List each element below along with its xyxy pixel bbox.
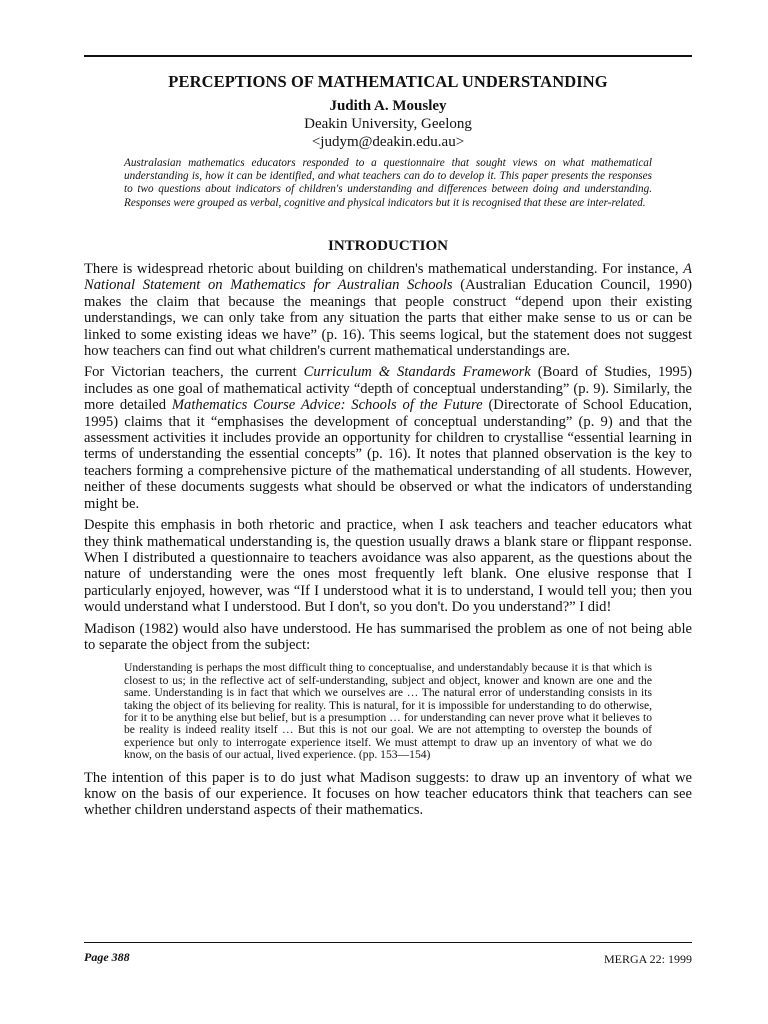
- paragraph-1-citation-title: A National Statement on Mathematics for Australian Schools: [84, 261, 692, 294]
- paragraph-2-citation-title-1: Curriculum & Standards Framework: [303, 364, 531, 381]
- author-name: Judith A. Mousley: [329, 98, 447, 114]
- paragraph-3: Despite this emphasis in both rhetoric and practice, when I ask teachers and teacher educators what they think mathematical understanding is, the question usually draws a blank stare or flippant response. When I distributed a questionnaire to teachers avoidance was also apparent, as the questions about the nature of understanding were the ones most frequently left blank. One elusive response that I particularly enjoyed, however, was “If I understood what it is to understand, I would tell you; then you would understand what I understood. But I don't, so you don't. Do you understand?” I did!: [84, 517, 692, 616]
- block-quote: Understanding is perhaps the most difficult thing to conceptualise, and understandably because it is that which is closest to us; in the reflective act of self-understanding, subject and object, knower and known are one and the same. Understanding is in fact that which we ourselves are … The natural error of understanding consists in its taking the object of its believing for reality. This is natural, for it is impossible for understanding to do otherwise, for it to be anything else but belief, but is a presumption … for understanding can never prove what it believes to be reality is indeed reality itself … But this is not our goal. We are not attempting to overstep the bounds of experience but only to interrogate experience itself. We must attempt to draw up an inventory of what we do know, on the basis of our actual, lived experience. (pp. 153—154): [124, 661, 652, 762]
- paragraph-2-part-a: For Victorian teachers, the current: [84, 364, 304, 381]
- paragraph-1-part-a: There is widespread rhetoric about building on children's mathematical understanding. For instance,: [84, 261, 684, 277]
- paragraph-2: [84, 364, 692, 512]
- paragraph-4: Madison (1982) would also have understood. He has summarised the problem as one of not being able to separate the object from the subject:: [84, 620, 692, 653]
- paragraph-2-part-c: (Directorate of School Education, 1995) claims that it “emphasises the development of conceptual understanding” (p. 9) and that the assessment activities it includes provide an opportunity for children to crystallise “essential learning in terms of understanding the essential concepts” (p. 16). It notes that planned observation is the key to teachers forming a comprehensive picture of the mathematical understanding of all students. However, neither of these documents suggests what should be observed or what the indicators of understanding might be.: [84, 397, 692, 512]
- bottom-rule: [84, 942, 692, 943]
- paragraph-2-part-b: (Board of Studies, 1995) includes as one goal of mathematical activity “depth of conceptual understanding” (p. 9). Similarly, the more detailed: [84, 364, 692, 414]
- paper-page: [84, 0, 692, 1024]
- top-rule: [84, 55, 692, 57]
- paragraph-5: The intention of this paper is to do just what Madison suggests: to draw up an inventory of what we know on the basis of our experience. It focuses on how teacher educators think that teachers can see whether children understand aspects of their mathematics.: [84, 769, 692, 819]
- paragraph-1: [84, 261, 692, 359]
- author-email: <judym@deakin.edu.au>: [311, 134, 465, 150]
- conference-label: MERGA 22: 1999: [603, 952, 692, 966]
- body-text: [84, 261, 692, 824]
- paper-title: PERCEPTIONS OF MATHEMATICAL UNDERSTANDING: [168, 72, 608, 91]
- paragraph-2-citation-title-2: Mathematics Course Advice: Schools of the Future: [171, 397, 483, 414]
- paragraph-1-part-b: (Australian Education Council, 1990) makes the claim that because the meanings that people construct “depend upon their existing understandings, we can only take from any situation the parts that either make sense to us or can be linked to some existing ideas we have” (p. 16). This seems logical, but the statement does not suggest how teachers can find out what children's current mathematical understandings are.: [84, 277, 692, 360]
- author-affiliation: Deakin University, Geelong: [304, 116, 472, 132]
- section-heading-introduction: INTRODUCTION: [327, 238, 448, 254]
- abstract: Australasian mathematics educators responded to a questionnaire that sought views on what mathematical understanding is, how it can be identified, and what teachers can do to develop it. This paper presents the responses to two questions about indicators of children's understanding and differences between doing and understanding. Responses were grouped as verbal, cognitive and physical indicators but it is recognised that these are inter-related.: [124, 157, 652, 209]
- page-number: Page 388: [84, 950, 130, 964]
